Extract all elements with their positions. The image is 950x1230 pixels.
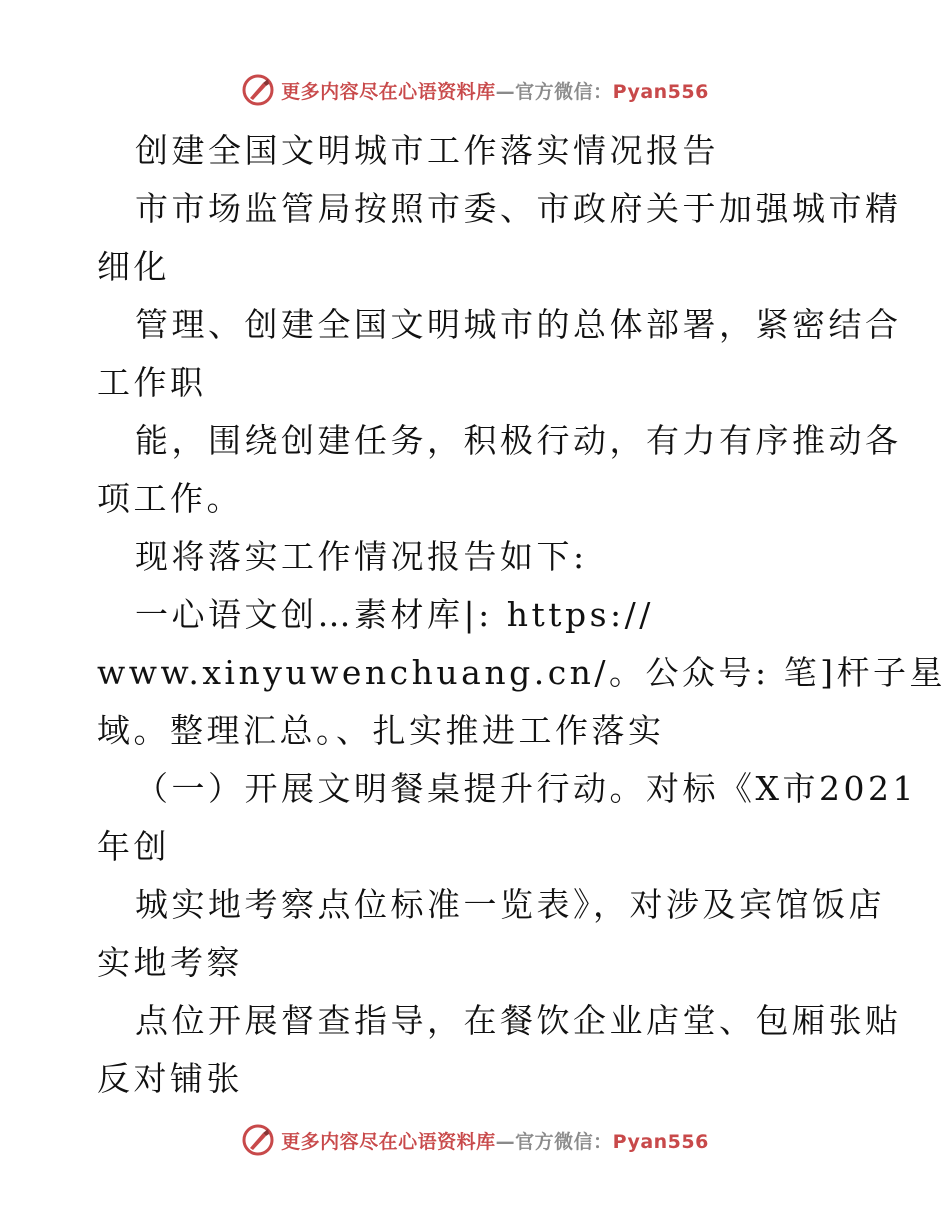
text-line: 管理、创建全国文明城市的总体部署，紧密结合 [135,305,902,344]
banner-text: 更多内容尽在心语资料库—官方微信：Pyan556 [281,80,709,103]
footer-banner [0,1120,950,1160]
text-line: 点位开展督查指导，在餐饮企业店堂、包厢张贴 [135,1001,902,1040]
text-line: 能，围绕创建任务，积极行动，有力有序推动各 [135,421,902,460]
text-line: 实地考察 [97,943,243,982]
header-banner [0,70,950,110]
text-line: 创建全国文明城市工作落实情况报告 [135,131,719,170]
text-line: 细化 [97,247,170,286]
text-line: （一）开展文明餐桌提升行动。对标《X市2021 [135,769,917,808]
pen-logo-icon [241,1123,275,1157]
pen-logo-icon [241,73,275,107]
text-line: 城实地考察点位标准一览表》，对涉及宾馆饭店 [135,885,885,924]
document-body [97,122,947,1108]
text-line: 项工作。 [97,479,243,518]
text-line: 年创 [97,827,170,866]
text-line: 工作职 [97,363,207,402]
text-line: 市市场监管局按照市委、市政府关于加强城市精 [135,189,902,228]
text-line: 域。整理汇总。、扎实推进工作落实 [97,711,665,750]
text-line: 一心语文创…素材库|: https:// [135,595,654,634]
text-line: 现将落实工作情况报告如下: [135,537,588,576]
text-line: www.xinyuwenchuang.cn/。公众号: 笔]杆子星 [97,653,947,692]
banner-text: 更多内容尽在心语资料库—官方微信：Pyan556 [281,1130,709,1153]
text-line: 反对铺张 [97,1059,243,1098]
